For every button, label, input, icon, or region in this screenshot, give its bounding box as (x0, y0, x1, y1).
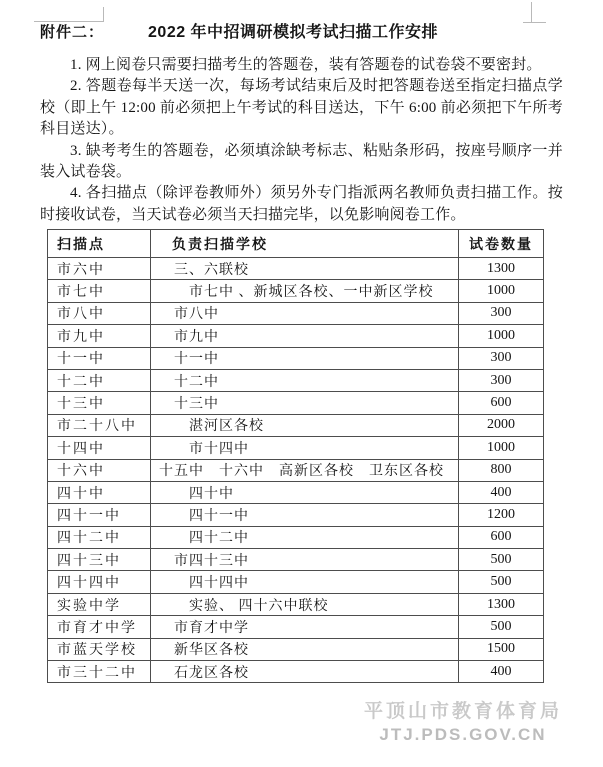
scan-table-body (48, 258, 544, 683)
schools-cell: 四十二中 (151, 526, 459, 548)
notes-section (40, 55, 563, 226)
schools-cell: 十五中 十六中 高新区各校 卫东区各校 (151, 459, 459, 481)
table-row (48, 459, 544, 481)
table-row (48, 571, 544, 593)
schools-cell: 石龙区各校 (151, 661, 459, 683)
schools-cell: 市四十三中 (151, 549, 459, 571)
watermark-website-text: JTJ.PDS.GOV.CN (379, 725, 547, 744)
schools-cell: 市十四中 (151, 437, 459, 459)
document-title-row (40, 24, 563, 42)
scan-point-cell: 四十中 (48, 481, 151, 503)
table-row (48, 258, 544, 280)
scan-point-cell: 十三中 (48, 392, 151, 414)
paper-count-cell: 1000 (459, 280, 544, 302)
scan-point-cell: 市二十八中 (48, 414, 151, 436)
scan-point-cell: 市七中 (48, 280, 151, 302)
schools-cell: 市育才中学 (151, 616, 459, 638)
scan-point-cell: 四十二中 (48, 526, 151, 548)
table-row (48, 392, 544, 414)
schools-cell: 四十四中 (151, 571, 459, 593)
schools-cell: 十二中 (151, 369, 459, 391)
table-header-row (48, 230, 544, 258)
scan-point-cell: 市蓝天学校 (48, 638, 151, 660)
schools-cell: 四十一中 (151, 504, 459, 526)
schools-cell: 十三中 (151, 392, 459, 414)
paper-count-cell: 800 (459, 459, 544, 481)
scan-point-cell: 市育才中学 (48, 616, 151, 638)
document-content (40, 24, 563, 226)
watermark-agency-text: 平顶山市教育体育局 (363, 701, 562, 722)
scan-point-cell: 十四中 (48, 437, 151, 459)
table-row (48, 302, 544, 324)
scan-point-cell: 实验中学 (48, 593, 151, 615)
schools-cell: 市八中 (151, 302, 459, 324)
schools-cell: 市七中 、新城区各校、一中新区学校 (151, 280, 459, 302)
table-row (48, 616, 544, 638)
table-row (48, 549, 544, 571)
paper-count-cell: 400 (459, 481, 544, 503)
paper-count-cell: 1000 (459, 325, 544, 347)
note-paragraph-4: 4. 各扫描点（除评卷教师外）须另外专门指派两名教师负责扫描工作。按时接收试卷，当天试卷必须当天扫描完毕，以免影响阅卷工作。 (40, 185, 563, 223)
scan-point-cell: 四十一中 (48, 504, 151, 526)
left-corner-mark-vertical (103, 7, 104, 22)
table-row (48, 661, 544, 683)
paper-count-cell: 1500 (459, 638, 544, 660)
table-row (48, 437, 544, 459)
table-row (48, 593, 544, 615)
table-row (48, 504, 544, 526)
table-row (48, 481, 544, 503)
scan-point-cell: 市三十二中 (48, 661, 151, 683)
table-row (48, 369, 544, 391)
scan-point-cell: 市八中 (48, 302, 151, 324)
paper-count-cell: 500 (459, 571, 544, 593)
paper-count-cell: 1000 (459, 437, 544, 459)
paper-count-cell: 300 (459, 369, 544, 391)
watermark (363, 700, 563, 746)
paper-count-cell: 400 (459, 661, 544, 683)
note-paragraph-3: 3. 缺考考生的答题卷，必须填涂缺考标志、粘贴条形码，按座号顺序一并装入试卷袋。 (40, 142, 563, 181)
left-corner-mark-horizontal (34, 21, 104, 22)
column-header-schools: 负责扫描学校 (151, 230, 459, 258)
scan-point-cell: 十六中 (48, 459, 151, 481)
table-row (48, 638, 544, 660)
page-title: 2022 年中招调研模拟考试扫描工作安排 (148, 24, 439, 41)
table-row (48, 325, 544, 347)
table-row (48, 414, 544, 436)
scan-point-cell: 十二中 (48, 369, 151, 391)
schools-cell: 新华区各校 (151, 638, 459, 660)
paper-count-cell: 1200 (459, 504, 544, 526)
schools-cell: 十一中 (151, 347, 459, 369)
note-paragraph-2: 2. 答题卷每半天送一次，每场考试结束后及时把答题卷送至指定扫描点学校（即上午 12:00 前必须把上午考试的科目送达，下午 6:00 前必须把下午所考科目送达）。 (40, 78, 563, 138)
scan-assignment-table (47, 229, 544, 683)
column-header-paper-count: 试卷数量 (459, 230, 544, 258)
paper-count-cell: 500 (459, 549, 544, 571)
right-corner-mark-horizontal (523, 22, 546, 23)
scan-point-cell: 十一中 (48, 347, 151, 369)
table-row (48, 526, 544, 548)
paper-count-cell: 1300 (459, 258, 544, 280)
paper-count-cell: 500 (459, 616, 544, 638)
paper-count-cell: 300 (459, 302, 544, 324)
schools-cell: 市九中 (151, 325, 459, 347)
table-row (48, 280, 544, 302)
note-paragraph-1: 1. 网上阅卷只需要扫描考生的答题卷，装有答题卷的试卷袋不要密封。 (70, 57, 542, 73)
scan-point-cell: 四十三中 (48, 549, 151, 571)
paper-count-cell: 600 (459, 526, 544, 548)
paper-count-cell: 1300 (459, 593, 544, 615)
right-corner-mark-vertical (531, 2, 532, 23)
scan-point-cell: 市六中 (48, 258, 151, 280)
schools-cell: 实验、 四十六中联校 (151, 593, 459, 615)
paper-count-cell: 300 (459, 347, 544, 369)
table-row (48, 347, 544, 369)
paper-count-cell: 600 (459, 392, 544, 414)
schools-cell: 湛河区各校 (151, 414, 459, 436)
scan-point-cell: 市九中 (48, 325, 151, 347)
paper-count-cell: 2000 (459, 414, 544, 436)
schools-cell: 三、六联校 (151, 258, 459, 280)
scan-point-cell: 四十四中 (48, 571, 151, 593)
attachment-label: 附件二： (40, 24, 105, 41)
schools-cell: 四十中 (151, 481, 459, 503)
column-header-scan-point: 扫描点 (48, 230, 151, 258)
